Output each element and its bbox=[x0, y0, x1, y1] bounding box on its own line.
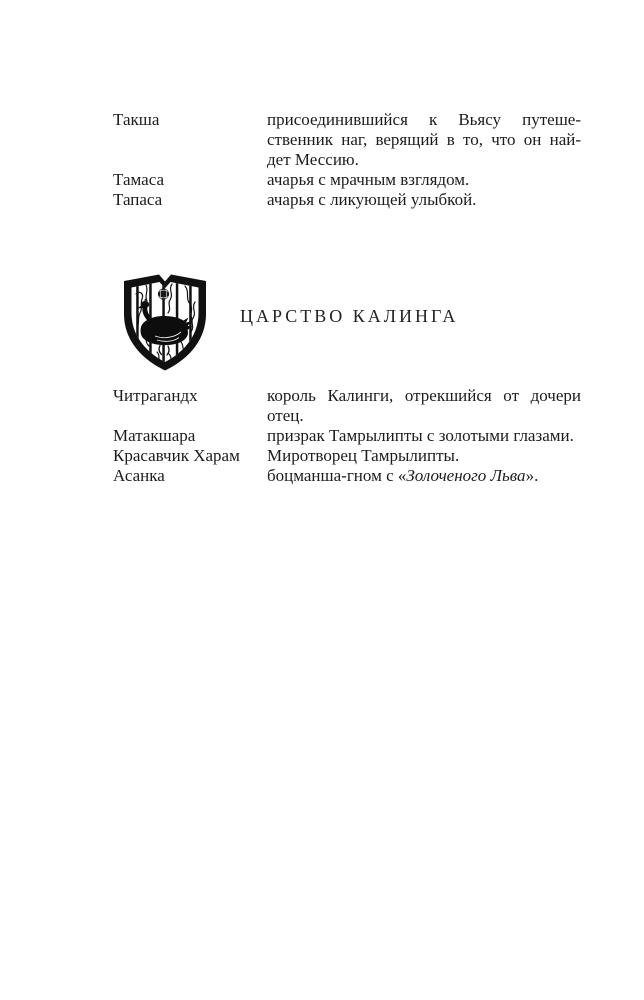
description-line: Миротворец Тамрылипты. bbox=[267, 446, 460, 465]
character-glossary-kalinga bbox=[113, 386, 581, 486]
character-name: Тапаса bbox=[113, 190, 163, 209]
character-description bbox=[267, 426, 581, 446]
glossary-row bbox=[113, 386, 581, 426]
description-line: призрак Тамрылипты с золотыми глазами. bbox=[267, 426, 574, 445]
character-description bbox=[267, 466, 581, 486]
character-description bbox=[267, 446, 581, 466]
glossary-row bbox=[113, 110, 581, 170]
glossary-row bbox=[113, 170, 581, 190]
description-text: ». bbox=[525, 466, 539, 485]
glossary-row bbox=[113, 446, 581, 466]
character-glossary-top bbox=[113, 110, 581, 210]
description-line: присоединившийся к Вьясу путеше- bbox=[267, 110, 581, 129]
description-line: король Калинги, отрекшийся от дочери bbox=[267, 386, 581, 405]
description-line: ственник наг, верящий в то, что он най- bbox=[267, 130, 581, 149]
character-description bbox=[267, 386, 581, 426]
description-line: дет Мессию. bbox=[267, 150, 359, 169]
caged-swan-shield-icon bbox=[117, 268, 213, 374]
character-name: Тамаса bbox=[113, 170, 164, 189]
kalinga-emblem-block bbox=[117, 268, 581, 378]
description-text: боцманша-гном с « bbox=[267, 466, 407, 485]
glossary-row bbox=[113, 466, 581, 486]
glossary-row bbox=[113, 190, 581, 210]
description-line: отец. bbox=[267, 406, 304, 425]
description-line bbox=[267, 466, 581, 486]
glossary-row bbox=[113, 426, 581, 446]
character-name: Асанка bbox=[113, 466, 165, 485]
character-name: Красавчик Харам bbox=[113, 446, 240, 465]
description-line: ачарья с мрачным взглядом. bbox=[267, 170, 470, 189]
character-name: Читрагандх bbox=[113, 386, 198, 405]
description-line: ачарья с ликующей улыбкой. bbox=[267, 190, 477, 209]
ship-name: Золоченого Льва bbox=[406, 466, 526, 485]
section-heading: ЦАРСТВО КАЛИНГА bbox=[240, 306, 459, 326]
character-description bbox=[267, 170, 581, 190]
character-name: Такша bbox=[113, 110, 160, 129]
character-name: Матакшара bbox=[113, 426, 196, 445]
character-description bbox=[267, 110, 581, 170]
character-description bbox=[267, 190, 581, 210]
